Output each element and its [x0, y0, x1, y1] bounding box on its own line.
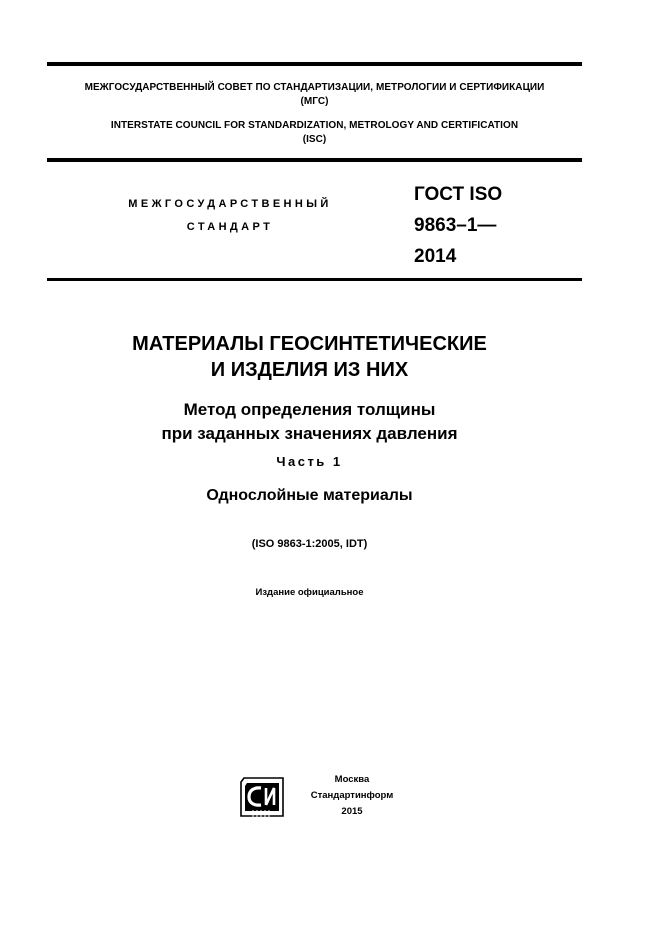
council-en [47, 119, 582, 147]
main-title [42, 331, 577, 383]
top-rule [47, 62, 582, 66]
standard-code-line3: 2014 [414, 246, 457, 267]
part-title: Однослойные материалы [206, 487, 413, 504]
method-title-line1: Метод определения толщины [183, 400, 436, 419]
logo-graphic [237, 774, 287, 820]
main-title-line1: МАТЕРИАЛЫ ГЕОСИНТЕТИЧЕСКИЕ [132, 333, 487, 355]
council-ru-abbr: (МГС) [300, 96, 329, 107]
method-title [42, 398, 577, 446]
imprint [292, 772, 412, 820]
iso-reference: (ISO 9863-1:2005, IDT) [251, 538, 368, 550]
standard-code-line1: ГОСТ ISO [414, 184, 503, 205]
standartinform-logo-icon [237, 774, 287, 820]
imprint-city: Москва [334, 774, 370, 785]
code-rule [47, 278, 582, 281]
part-number: Часть 1 [276, 454, 343, 469]
main-title-line2: И ИЗДЕЛИЯ ИЗ НИХ [210, 359, 409, 381]
method-title-line2: при заданных значениях давления [161, 424, 458, 443]
header-rule [47, 158, 582, 162]
standard-type-line1: МЕЖГОСУДАРСТВЕННЫЙ [128, 198, 332, 210]
council-ru [47, 81, 582, 109]
standard-type-line2: СТАНДАРТ [186, 221, 274, 233]
standard-code-line2: 9863–1— [414, 215, 497, 236]
standard-code [414, 179, 502, 272]
standard-type [80, 193, 380, 239]
imprint-publisher: Стандартинформ [310, 790, 394, 801]
council-ru-name: МЕЖГОСУДАРСТВЕННЫЙ СОВЕТ ПО СТАНДАРТИЗАЦИИ, МЕТРОЛОГИИ И СЕРТИФИКАЦИИ [84, 82, 545, 93]
council-en-abbr: (ISC) [302, 134, 327, 145]
edition-label: Издание официальное [255, 587, 364, 598]
imprint-year: 2015 [341, 806, 363, 817]
council-en-name: INTERSTATE COUNCIL FOR STANDARDIZATION, METROLOGY AND CERTIFICATION [110, 120, 519, 131]
